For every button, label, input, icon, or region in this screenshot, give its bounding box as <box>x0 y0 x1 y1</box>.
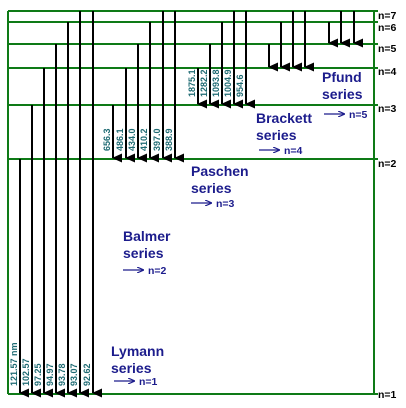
level-label-n1: n=1 <box>378 389 397 401</box>
lymann-wavelength-label: 92.62 <box>82 363 92 386</box>
lymann-wavelength-label: 97.25 <box>33 363 43 386</box>
balmer-series-name-line: series <box>123 245 164 261</box>
level-label-n3: n=3 <box>378 103 397 115</box>
paschen-wavelength-label: 1093.8 <box>211 69 221 97</box>
level-label-n4: n=4 <box>378 66 397 78</box>
lymann-series-name-line: series <box>111 360 152 376</box>
lymann-wavelength-label: 121.57 nm <box>9 342 19 386</box>
balmer-wavelength-label: 410.2 <box>139 128 149 151</box>
balmer-wavelength-label: 434.0 <box>127 128 137 151</box>
paschen-wavelength-label: 1004.9 <box>223 69 233 97</box>
brackett-target-level-label: n=4 <box>284 145 303 157</box>
lymann-wavelength-label: 94.97 <box>45 363 55 386</box>
level-label-n2: n=2 <box>378 158 397 170</box>
level-label-n6: n=6 <box>378 22 397 34</box>
lymann-wavelength-label: 93.78 <box>57 363 67 386</box>
lymann-wavelength-label: 102.57 <box>21 358 31 386</box>
brackett-series-name-line: Brackett <box>256 110 313 126</box>
balmer-wavelength-label: 486.1 <box>115 128 125 151</box>
pfund-series-name-line: series <box>322 86 363 102</box>
paschen-series-name-line: Paschen <box>191 163 249 179</box>
brackett-series-name-line: series <box>256 127 297 143</box>
balmer-wavelength-label: 656.3 <box>102 128 112 151</box>
lymann-series-name-line: Lymann <box>111 343 165 359</box>
lymann-target-level-label: n=1 <box>139 376 158 388</box>
lymann-wavelength-label: 93.07 <box>69 363 79 386</box>
balmer-wavelength-label: 388.9 <box>164 128 174 151</box>
paschen-wavelength-label: 954.6 <box>235 74 245 97</box>
paschen-series-name-line: series <box>191 180 232 196</box>
paschen-target-level-label: n=3 <box>216 198 235 210</box>
pfund-target-level-label: n=5 <box>349 109 368 121</box>
pfund-series-name-line: Pfund <box>322 69 362 85</box>
balmer-wavelength-label: 397.0 <box>152 128 162 151</box>
paschen-wavelength-label: 1282.2 <box>199 69 209 97</box>
level-label-n5: n=5 <box>378 43 397 55</box>
balmer-target-level-label: n=2 <box>148 265 167 277</box>
level-label-n7: n=7 <box>378 10 397 22</box>
balmer-series-name-line: Balmer <box>123 228 171 244</box>
paschen-wavelength-label: 1875.1 <box>187 69 197 97</box>
